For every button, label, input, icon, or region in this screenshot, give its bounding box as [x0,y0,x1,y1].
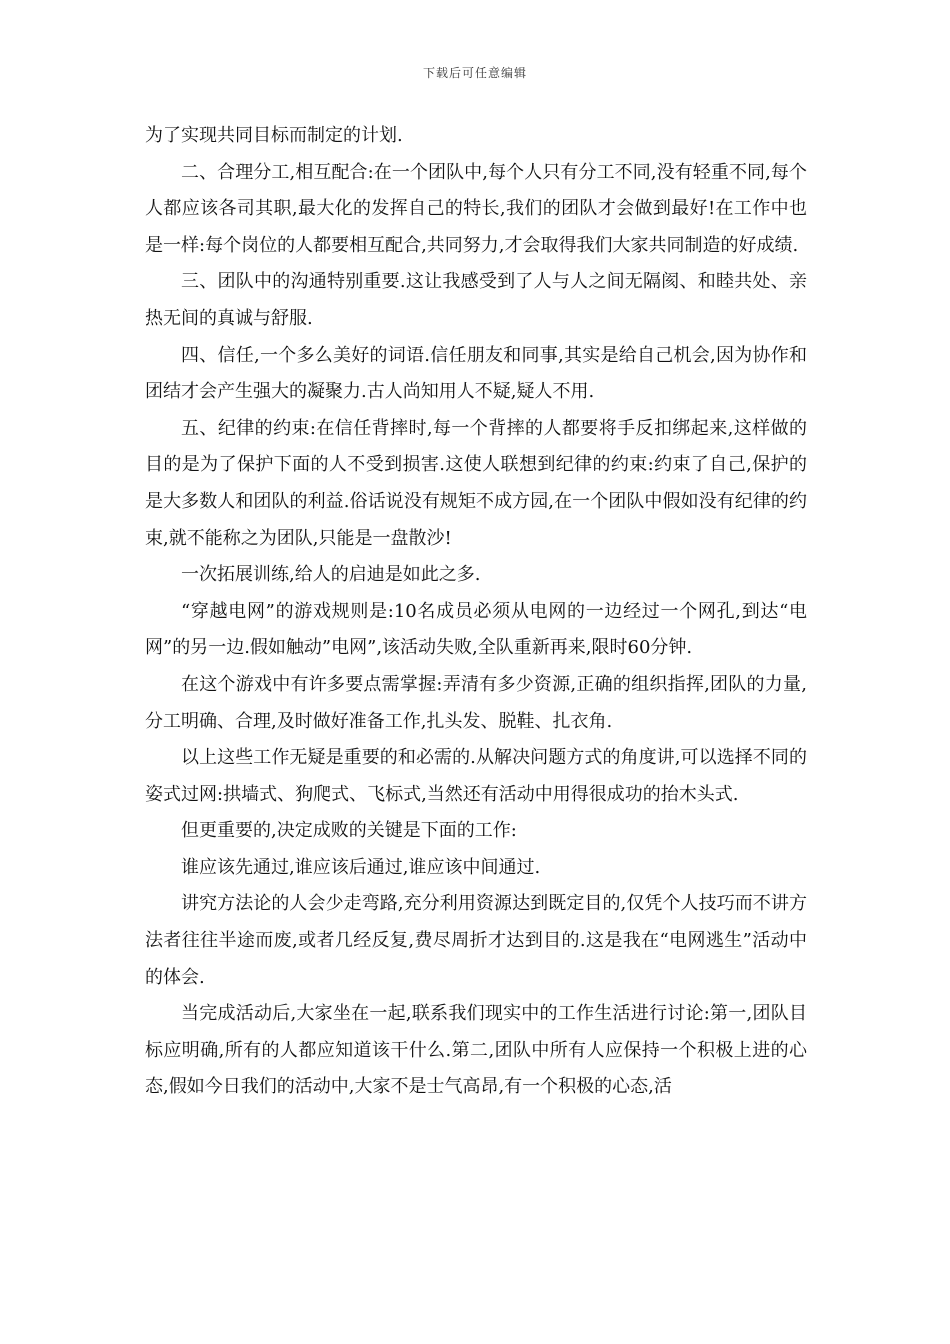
paragraph-game-rules: “穿越电网”的游戏规则是:10名成员必须从电网的一边经过一个网孔,到达“电网”的另一边.假如触动”电网”,该活动失败,全队重新再来,限时60分钟. [145,600,807,659]
paragraph-point-four: 四、信任,一个多么美好的词语.信任朋友和同事,其实是给自己机会,因为协作和团结才会产生强大的凝聚力.古人尚知用人不疑,疑人不用. [145,344,807,403]
paragraph-training-summary: 一次拓展训练,给人的启迪是如此之多. [181,564,481,586]
paragraph-point-three: 三、团队中的沟通特别重要.这让我感受到了人与人之间无隔阂、和睦共处、亲热无间的真诚与舒服. [145,271,807,329]
paragraph-continuation: 为了实现共同目标而制定的计划. [145,125,403,146]
document-body [145,118,807,1106]
paragraph-order: 谁应该先通过,谁应该后通过,谁应该中间通过. [181,856,541,878]
paragraph-point-five: 五、纪律的约束:在信任背摔时,每一个背摔的人都要将手反扣绑起来,这样做的目的是为了保护下面的人不受到损害.这使人联想到纪律的约束:约束了自己,保护的是大多数人和团队的利益.俗话说没有规矩不成方园,在一个团队中假如没有纪律的约束,就不能称之为团队,只能是一盘散沙! [145,417,807,549]
paragraph-point-two: 二、合理分工,相互配合:在一个团队中,每个人只有分工不同,没有轻重不同,每个人都应该各司其职,最大化的发挥自己的特长,我们的团队才会做到最好!在工作中也是一样:每个岗位的人都要相互配合,共同努力,才会取得我们大家共同制造的好成绩. [145,161,807,256]
paragraph-discussion: 当完成活动后,大家坐在一起,联系我们现实中的工作生活进行讨论:第一,团队目标应明确,所有的人都应知道该干什么.第二,团队中所有人应保持一个积极上进的心态,假如今日我们的活动中,大家不是士气高昂,有一个积极的心态,活 [145,1003,807,1098]
page-header-note: 下载后可任意编辑 [422,66,527,80]
paragraph-key-work: 但更重要的,决定成败的关键是下面的工作: [181,820,517,842]
paragraph-key-points: 在这个游戏中有许多要点需掌握:弄清有多少资源,正确的组织指挥,团队的力量,分工明确、合理,及时做好准备工作,扎头发、脱鞋、扎衣角. [145,673,807,732]
paragraph-methods: 以上这些工作无疑是重要的和必需的.从解决问题方式的角度讲,可以选择不同的姿式过网:拱墙式、狗爬式、飞标式,当然还有活动中用得很成功的抬木头式. [145,747,807,805]
paragraph-methodology: 讲究方法论的人会少走弯路,充分利用资源达到既定目的,仅凭个人技巧而不讲方法者往往半途而废,或者几经反复,费尽周折才达到目的.这是我在“电网逃生”活动中的体会. [145,893,807,988]
